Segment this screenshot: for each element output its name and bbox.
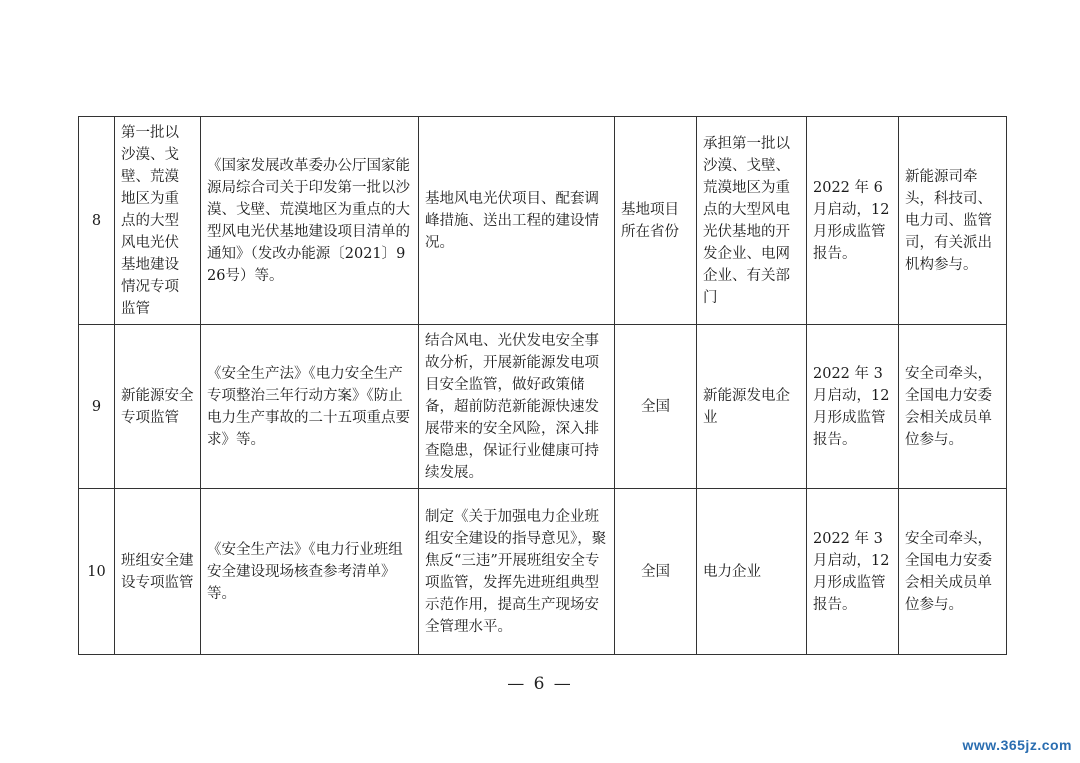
basis-text: 《安全生产法》《电力安全生产专项整治三年行动方案》《防止电力生产事故的二十五项重点要求》等。 bbox=[201, 325, 419, 489]
item-name: 班组安全建设专项监管 bbox=[115, 489, 201, 655]
objects-text: 新能源发电企业 bbox=[697, 325, 807, 489]
page-number: — 6 — bbox=[507, 674, 573, 694]
table-row bbox=[79, 489, 1007, 655]
watermark: www.365jz.com bbox=[962, 737, 1072, 753]
lead-text: 安全司牵头，全国电力安委会相关成员单位参与。 bbox=[899, 325, 1007, 489]
row-number: 9 bbox=[79, 325, 115, 489]
schedule-text: 2022 年 3 月启动，12 月形成监管报告。 bbox=[807, 489, 899, 655]
objects-text: 承担第一批以沙漠、戈壁、荒漠地区为重点的大型风电光伏基地的开发企业、电网企业、有关部门 bbox=[697, 117, 807, 325]
row-number: 8 bbox=[79, 117, 115, 325]
table-row bbox=[79, 117, 1007, 325]
content-text: 制定《关于加强电力企业班组安全建设的指导意见》，聚焦反“三违”开展班组安全专项监管，发挥先进班组典型示范作用，提高生产现场安全管理水平。 bbox=[419, 489, 615, 655]
basis-text: 《国家发展改革委办公厅国家能源局综合司关于印发第一批以沙漠、戈壁、荒漠地区为重点的大型风电光伏基地建设项目清单的通知》（发改办能源〔2021〕926号）等。 bbox=[201, 117, 419, 325]
scope-text: 全国 bbox=[615, 325, 697, 489]
objects-text: 电力企业 bbox=[697, 489, 807, 655]
basis-text: 《安全生产法》《电力行业班组安全建设现场核查参考清单》等。 bbox=[201, 489, 419, 655]
item-name: 第一批以 沙漠、戈 壁、荒漠 地区为重 点的大型 风电光伏 基地建设 情况专项 监管 bbox=[115, 117, 201, 325]
schedule-text: 2022 年 6 月启动，12 月形成监管报告。 bbox=[807, 117, 899, 325]
lead-text: 新能源司牵头，科技司、电力司、监管司，有关派出机构参与。 bbox=[899, 117, 1007, 325]
item-name: 新能源安全专项监管 bbox=[115, 325, 201, 489]
content-text: 基地风电光伏项目、配套调峰措施、送出工程的建设情况。 bbox=[419, 117, 615, 325]
table-row bbox=[79, 325, 1007, 489]
row-number: 10 bbox=[79, 489, 115, 655]
content-text: 结合风电、光伏发电安全事故分析，开展新能源发电项目安全监管，做好政策储备，超前防范新能源快速发展带来的安全风险，深入排查隐患，保证行业健康可持续发展。 bbox=[419, 325, 615, 489]
supervision-table bbox=[78, 116, 1007, 655]
scope-text: 基地项目所在省份 bbox=[615, 117, 697, 325]
lead-text: 安全司牵头，全国电力安委会相关成员单位参与。 bbox=[899, 489, 1007, 655]
scope-text: 全国 bbox=[615, 489, 697, 655]
schedule-text: 2022 年 3 月启动，12 月形成监管报告。 bbox=[807, 325, 899, 489]
